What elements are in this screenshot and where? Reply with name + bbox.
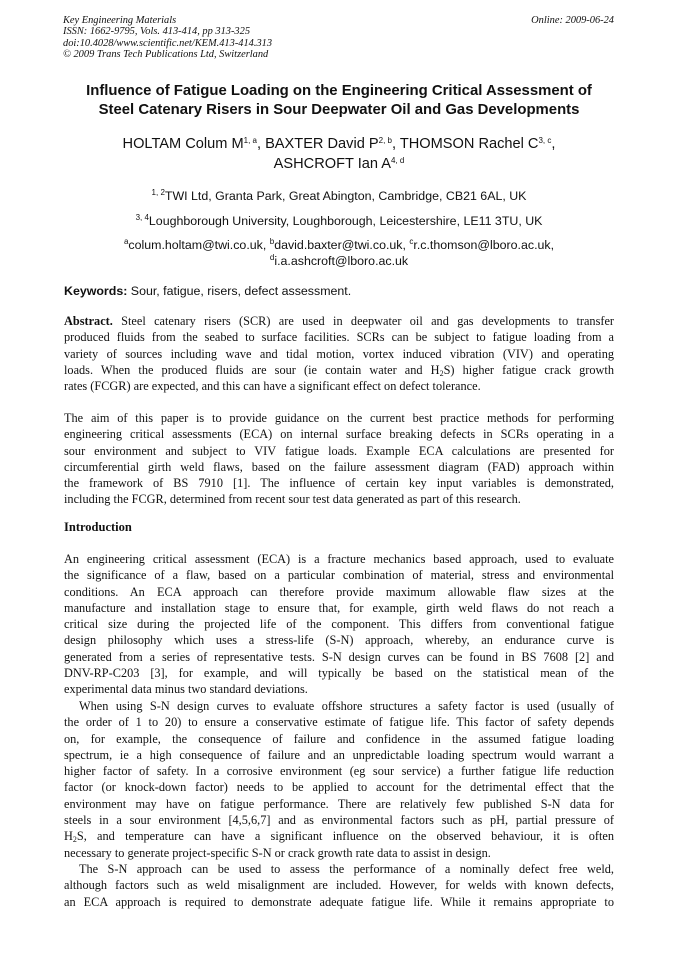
abstract-paragraph: Abstract. Steel catenary risers (SCR) are used in deepwater oil and gas developments to transfer produced fluids from the seabed to surface facilities. SCRs can be subject to fatigue loading from a variety of sources including wave and tidal motion, vortex induced vibration (VIV) and operating loads. When the produced fluids are sour (ie contain water and $H_2S$) higher fatigue crack growth rates (FCGR) are expected, and this can have a significant effect on defect tolerance. xyxy=(64,314,614,394)
affiliation-2: $^{3, 4}$Loughborough University, Loughborough, Leicestershire, LE11 3TU, UK xyxy=(135,213,543,228)
intro-paragraph-1: An engineering critical assessment (ECA) is a fracture mechanics based approach, used to evaluate the significance of a flaw, based on a particular combination of material, stress and environmental conditions. An ECA approach can therefore provide maximum allowable flaw sizes at the manufacture and installation stage to ensure that, for example, girth weld flaws do not reach a critical size during the projected life of the component. This differs from conventional fatigue design philosophy which uses a stress-life (S-N) approach, whereby, an endurance curve is generated from a series of representative tests. S-N design curves can be found in BS 7608 [2] and DNV-RP-C203 [3], for example, and will typically be based on the statistical mean of the experimental data minus two standard deviations. xyxy=(64,552,614,697)
keywords-label: Keywords: xyxy=(64,284,128,298)
author-emails: $^a$colum.holtam@twi.co.uk, $^b$david.baxter@twi.co.uk, $^c$r.c.thomson@lboro.ac.uk, $^d$i.a.ashcroft@lboro.ac.uk xyxy=(123,237,555,268)
doi-line: doi:10.4028/www.scientific.net/KEM.413-414.313 xyxy=(63,37,273,49)
author-list: HOLTAM Colum M$^{1, a}$, BAXTER David P$^{2, b}$, THOMSON Rachel C$^{3, c}$, ASHCROFT Ian A$^{4, d}$ xyxy=(122,136,556,172)
issn-line: ISSN: 1662-9795, Vols. 413-414, pp 313-325 xyxy=(63,26,251,38)
abstract-label: Abstract. xyxy=(64,314,113,328)
title-line-1: Influence of Fatigue Loading on the Engineering Critical Assessment of xyxy=(86,83,592,99)
author-2: , BAXTER David P xyxy=(256,136,379,152)
intro-paragraph-2: When using S-N design curves to evaluate offshore structures a safety factor is used (usually of the order of 1 to 20) to ensure a conservative estimate of fatigue life. This factor of safety depends on, for example, the consequence of failure and confidence in the assumed fatigue loading spectrum, ie a high consequence of failure and an unpredictable loading spectrum would warrant a higher factor of safety. In a corrosive environment (eg sour service) a further fatigue life reduction factor (or knock-down factor) needs to be applied to account for the detrimental effect that the environment may have on fatigue performance. There are relatively few published S-N data for steels in a sour environment [4,5,6,7] and as environmental factors such as pH, partial pressure of $H_2S$, and temperature can have a significant influence on the observed behaviour, it is often necessary to generate project-specific S-N or crack growth rate data to assist in design. xyxy=(64,699,614,860)
email-a: colum.holtam@twi.co.uk, xyxy=(128,238,270,252)
paper-title xyxy=(50,82,628,120)
copyright-line: © 2009 Trans Tech Publications Ltd, Switzerland xyxy=(63,48,269,60)
journal-header xyxy=(63,15,272,60)
keywords-text: Sour, fatigue, risers, defect assessment. xyxy=(127,284,352,298)
author-3: , THOMSON Rachel C xyxy=(391,136,539,152)
affiliation-1: $^{1, 2}$TWI Ltd, Granta Park, Great Abington, Cambridge, CB21 6AL, UK xyxy=(151,188,527,203)
intro-paragraph-3: The S-N approach can be used to assess the performance of a nominally defect free weld, although factors such as weld misalignment are included. However, for welds with known defects, an ECA approach is required to demonstrate adequate fatigue life. While it remains appropriate to xyxy=(64,862,614,909)
author-1: HOLTAM Colum M xyxy=(122,136,244,152)
email-b: david.baxter@twi.co.uk, xyxy=(274,238,410,252)
introduction-heading: Introduction xyxy=(64,520,132,534)
email-c: r.c.thomson@lboro.ac.uk, xyxy=(413,238,555,252)
aim-paragraph: The aim of this paper is to provide guidance on the current best practice methods for performing engineering critical assessments (ECA) on internal surface breaking defects in SCRs operating in a sour environment and subject to VIV fatigue loads. Example ECA calculations are presented for circumferential girth weld flaws, based on the failure assessment diagram (FAD) approach within the framework of BS 7910 [1]. The influence of certain key input variables is demonstrated, including the FCGR, determined from recent sour test data generated as part of this research. xyxy=(64,411,614,507)
email-d: i.a.ashcroft@lboro.ac.uk xyxy=(274,254,409,268)
keywords xyxy=(64,283,624,299)
author-4: ASHCROFT Ian A xyxy=(273,156,391,172)
title-line-2: Steel Catenary Risers in Sour Deepwater Oil and Gas Developments xyxy=(98,102,580,118)
online-date: Online: 2009-06-24 xyxy=(531,15,614,26)
journal-name: Key Engineering Materials xyxy=(63,15,177,26)
